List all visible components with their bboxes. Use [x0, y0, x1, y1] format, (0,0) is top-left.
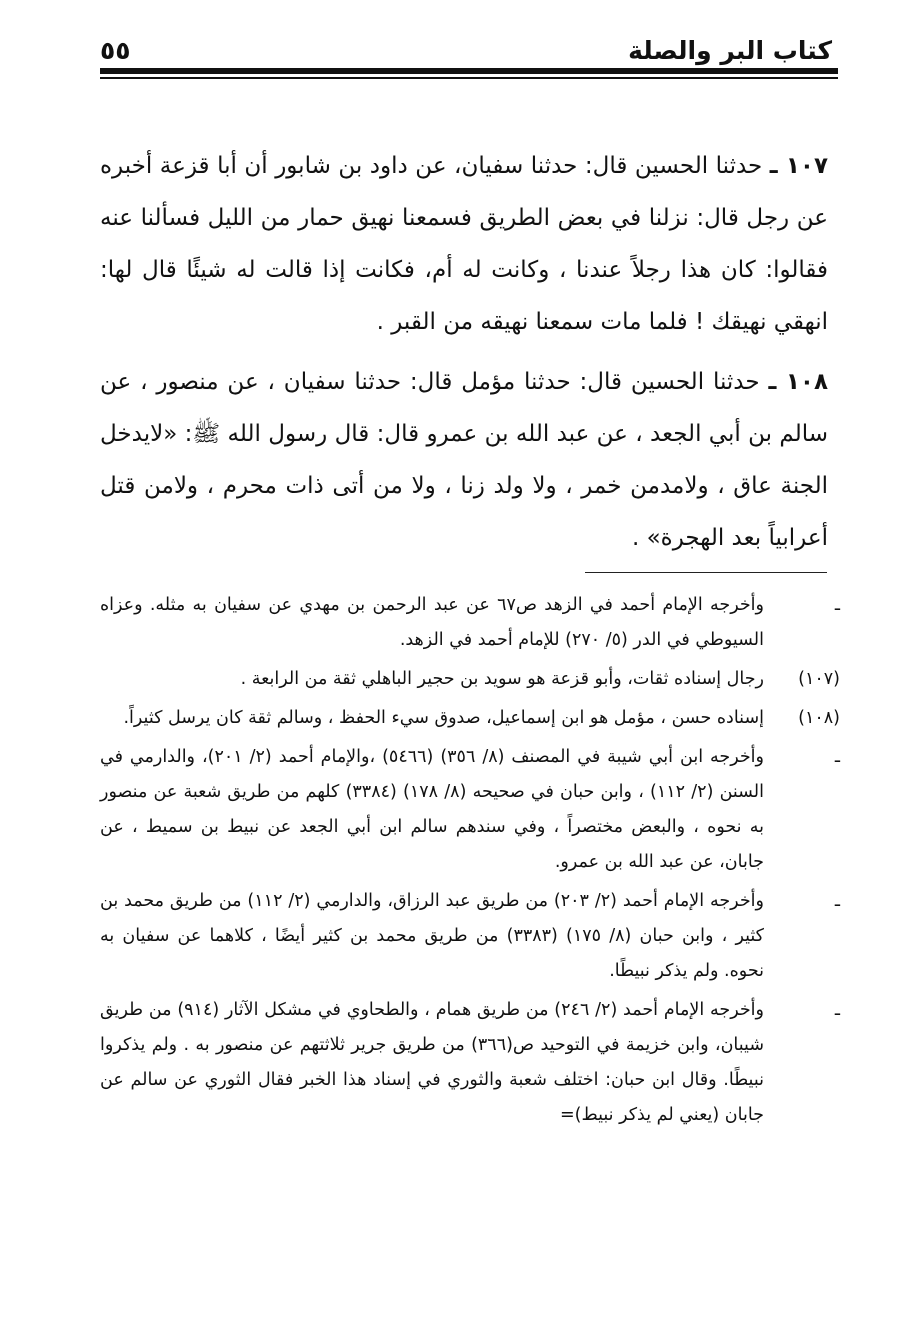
header-rule-thin — [100, 77, 838, 79]
hadith-number: ١٠٨ ـ — [768, 369, 829, 395]
footnote — [100, 740, 840, 880]
footnote-separator — [585, 572, 827, 573]
hadith-text: حدثنا الحسين قال: حدثنا سفيان، عن داود بن شابور أن أبا قزعة أخبره عن رجل قال: نزلنا في بعض الطريق فسمعنا نهيق حمار من الليل فسألنا عنه فقالوا: كان هذا رجلاً عندنا ، وكانت له أم، فكانت إذا قالت له شيئًا قال لها: انهقي نهيقك ! فلما مات سمعنا نهيقه من القبر . — [100, 153, 828, 335]
footnote-marker: ـ — [834, 1000, 840, 1020]
footnote-marker: (١٠٧) — [798, 669, 840, 689]
header-rule-thick — [100, 68, 838, 74]
footnote-text: وأخرجه الإمام أحمد (٢/ ٢٠٣) من طريق عبد الرزاق، والدارمي (٢/ ١١٢) من طريق محمد بن كثير ، وابن حبان (٨/ ١٧٥) (٣٣٨٣) من طريق محمد بن كثير أيضًا ، كلاهما عن سفيان به نحوه. ولم يذكر نبيطًا. — [100, 891, 765, 981]
footnote-text: وأخرجه ابن أبي شيبة في المصنف (٨/ ٣٥٦) (٥٤٦٦) ،والإمام أحمد (٢/ ٢٠١)، والدارمي في السنن (٢/ ١١٢) ، وابن حبان في صحيحه (٨/ ١٧٨) (٣٣٨٤) كلهم من طريق شعبة عن منصور به نحوه ، والبعض مختصراً ، وفي سندهم سالم ابن أبي الجعد عن نبيط بن سميط ، عن جابان، عن عبد الله بن عمرو. — [100, 747, 764, 872]
page-number: ٥٥ — [100, 36, 131, 65]
hadith-paragraph — [100, 356, 828, 564]
footnote — [100, 588, 840, 658]
footnote-text: إسناده حسن ، مؤمل هو ابن إسماعيل، صدوق سيء الحفظ ، وسالم ثقة كان يرسل كثيراً. — [123, 708, 764, 728]
hadith-text: حدثنا الحسين قال: حدثنا مؤمل قال: حدثنا سفيان ، عن منصور ، عن سالم بن أبي الجعد ، عن عبد الله بن عمرو قال: قال رسول الله ﷺ: «لايدخل الجنة عاق ، ولامدمن خمر ، ولا ولد زنا ، ولا من أتى ذات محرم ، ولامن قتل أعرابياً بعد الهجرة» . — [100, 369, 828, 551]
running-title: كتاب البر والصلة — [628, 36, 832, 65]
footnote-marker: ـ — [834, 595, 840, 615]
footnote-marker: ـ — [834, 891, 840, 911]
footnote — [100, 662, 840, 697]
footnote — [100, 993, 840, 1133]
footnote-marker: (١٠٨) — [798, 708, 840, 728]
footnote — [100, 701, 840, 736]
continuation-mark: = — [559, 1105, 575, 1125]
page-header — [100, 26, 832, 74]
footnote-text-main: وأخرجه الإمام أحمد (٢/ ٢٤٦) من طريق همام ، والطحاوي في مشكل الآثار (٩١٤) من طريق شيبان، وابن خزيمة في التوحيد ص(٣٦٦) من طريق جرير ثلاثتهم عن منصور به . ولم يذكروا نبيطًا. وقال ابن حبان: اختلف شعبة والثوري في إسناد هذا الخبر فقال الثوري عن سالم عن جابان (يعني لم يذكر نبيط) — [100, 1000, 764, 1125]
hadith-number: ١٠٧ ـ — [769, 153, 828, 179]
main-text — [100, 140, 828, 572]
footnote-marker: ـ — [834, 747, 840, 767]
hadith-paragraph — [100, 140, 828, 348]
footnote-text: رجال إسناده ثقات، وأبو قزعة هو سويد بن حجير الباهلي ثقة من الرابعة . — [240, 669, 764, 689]
footnote-text — [100, 993, 764, 1133]
footnote — [100, 884, 840, 989]
footnote-text: وأخرجه الإمام أحمد في الزهد ص٦٧ عن عبد الرحمن بن مهدي عن سفيان به مثله. وعزاه السيوطي في الدر (٥/ ٢٧٠) للإمام أحمد في الزهد. — [100, 595, 764, 650]
footnotes — [100, 588, 840, 1137]
